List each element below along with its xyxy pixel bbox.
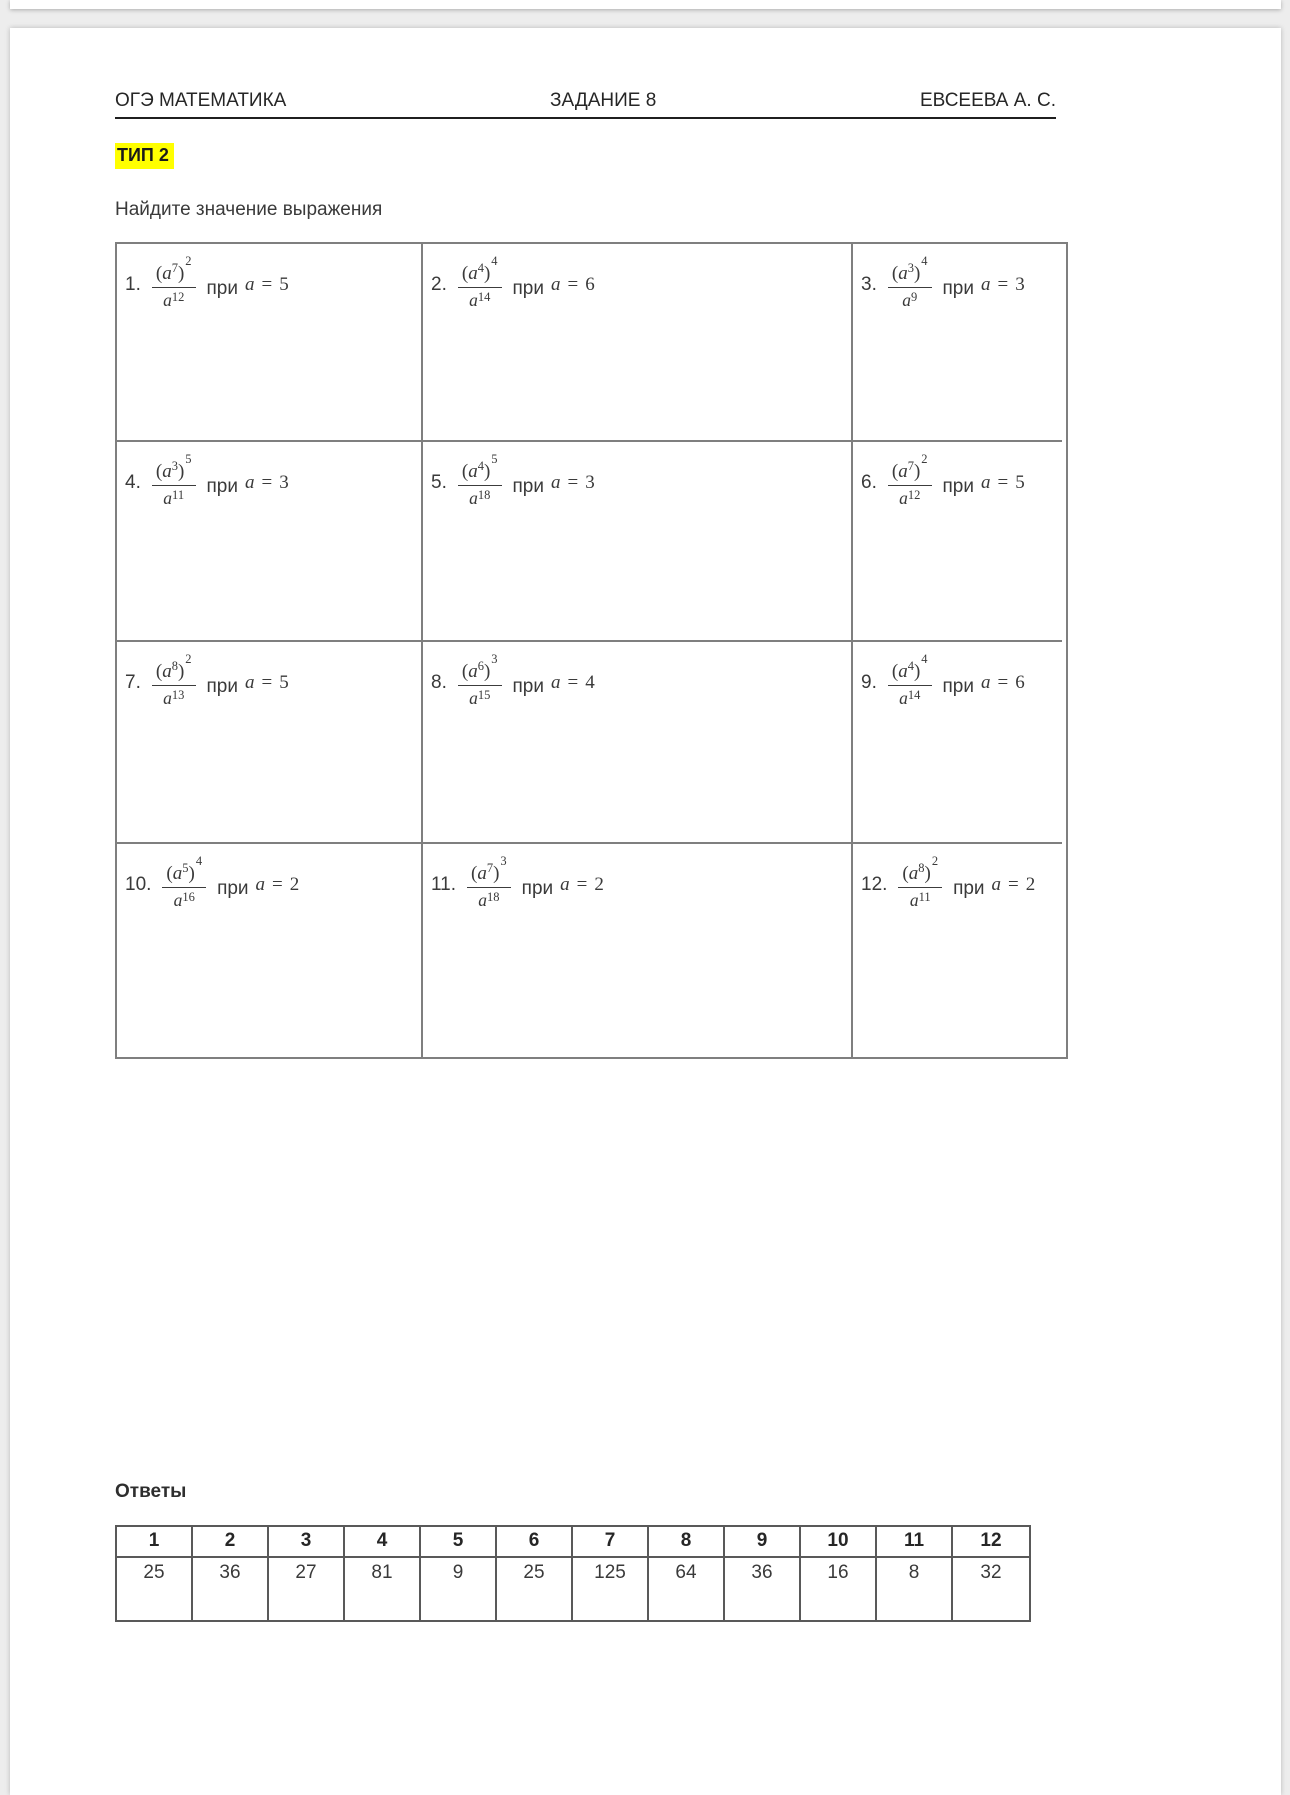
problem-number: 9. (861, 671, 877, 693)
fraction-denominator (910, 890, 931, 911)
fraction-denominator (469, 688, 490, 709)
left-paren: ( (902, 863, 909, 884)
base-variable: a (898, 263, 908, 284)
document-page (10, 28, 1281, 1795)
answer-value: 8 (908, 1562, 920, 1583)
fraction-numerator (888, 648, 932, 686)
left-paren: ( (166, 863, 173, 884)
denominator-exponent: 9 (910, 290, 918, 304)
answers-column (421, 1527, 497, 1620)
answers-title: Ответы (115, 1481, 187, 1502)
base-variable: a (469, 488, 478, 508)
problem-line (117, 244, 421, 311)
inner-exponent: 4 (477, 459, 484, 473)
condition-text (953, 873, 1036, 899)
condition-word: при (953, 877, 985, 899)
outer-exponent: 3 (500, 854, 507, 868)
equals-sign: = (997, 471, 1009, 493)
answers-column (953, 1527, 1029, 1620)
answer-value: 9 (452, 1562, 464, 1583)
condition-word: при (512, 475, 544, 497)
answer-value: 16 (827, 1562, 849, 1583)
problem-cell (423, 442, 853, 642)
outer-exponent: 4 (195, 854, 203, 868)
base-variable: a (899, 488, 908, 508)
problem-number: 10. (125, 873, 152, 895)
denominator-exponent: 18 (486, 890, 500, 904)
outer-exponent: 2 (931, 854, 939, 868)
right-paren: ) (177, 461, 185, 482)
fraction (152, 250, 196, 311)
problem-number: 11. (431, 873, 457, 895)
denominator-exponent: 14 (477, 290, 491, 304)
answer-number-header: 4 (345, 1527, 419, 1558)
instruction-text: Найдите значение выражения (115, 199, 383, 220)
fraction-numerator (888, 250, 932, 288)
problem-cell (423, 244, 853, 442)
left-paren: ( (891, 263, 899, 284)
condition-value: 6 (585, 273, 595, 295)
problem-line (853, 642, 1062, 709)
problem-number: 12. (861, 873, 888, 895)
condition-word: при (206, 675, 238, 697)
denominator-exponent: 18 (477, 488, 491, 502)
base-variable: a (899, 688, 908, 708)
inner-exponent: 4 (477, 261, 484, 275)
condition-value: 2 (1025, 873, 1036, 895)
problem-number: 8. (431, 671, 447, 693)
problem-cell (853, 844, 1062, 1057)
answers-column (193, 1527, 269, 1620)
answer-number-header: 12 (953, 1527, 1029, 1558)
inner-exponent: 7 (907, 459, 914, 473)
base-variable: a (908, 863, 919, 884)
equals-sign: = (567, 273, 579, 295)
fraction (152, 648, 196, 709)
right-paren: ) (913, 461, 921, 482)
base-variable: a (477, 863, 487, 884)
fraction-numerator (458, 448, 502, 486)
condition-variable: a (980, 273, 991, 295)
condition-variable: a (991, 873, 1002, 895)
condition-variable: a (550, 273, 561, 295)
problem-number: 6. (861, 471, 877, 493)
right-paren: ) (913, 263, 921, 284)
answers-column (117, 1527, 193, 1620)
condition-value: 5 (279, 671, 289, 693)
problem-number: 5. (431, 471, 447, 493)
fraction (898, 850, 942, 911)
condition-text (942, 273, 1025, 299)
condition-value: 2 (289, 873, 300, 895)
fraction-numerator (467, 850, 511, 888)
fraction-denominator (174, 890, 195, 911)
answers-column (269, 1527, 345, 1620)
base-variable: a (469, 290, 478, 310)
condition-word: при (521, 877, 554, 899)
problem-line (423, 442, 851, 509)
right-paren: ) (188, 863, 195, 884)
base-variable: a (468, 263, 478, 284)
equals-sign: = (567, 471, 579, 493)
outer-exponent: 2 (921, 452, 928, 466)
fraction-numerator (888, 448, 932, 486)
problem-line (423, 844, 851, 911)
header-left-text: ОГЭ МАТЕМАТИКА (115, 90, 287, 111)
left-paren: ( (461, 661, 469, 682)
outer-exponent: 4 (921, 652, 928, 666)
right-paren: ) (483, 461, 491, 482)
answer-value: 81 (371, 1562, 393, 1583)
problem-line (853, 844, 1062, 911)
condition-word: при (512, 277, 544, 299)
base-variable: a (469, 688, 478, 708)
left-paren: ( (461, 461, 469, 482)
answer-value: 25 (143, 1562, 165, 1583)
fraction-denominator (163, 688, 184, 709)
left-paren: ( (461, 263, 469, 284)
condition-text (521, 873, 604, 899)
base-variable: a (468, 661, 478, 682)
base-variable: a (172, 863, 183, 884)
header-right-text: ЕВСЕЕВА А. С. (919, 90, 1056, 111)
equals-sign: = (1008, 873, 1019, 895)
denominator-exponent: 12 (907, 488, 921, 502)
condition-word: при (942, 675, 974, 697)
base-variable: a (163, 688, 172, 708)
problem-number: 4. (125, 471, 141, 493)
outer-exponent: 2 (185, 254, 192, 268)
condition-value: 3 (279, 471, 289, 493)
outer-exponent: 3 (491, 652, 498, 666)
fraction (458, 648, 502, 709)
answer-value: 25 (523, 1562, 545, 1583)
answer-value: 27 (295, 1562, 317, 1583)
answers-column (877, 1527, 953, 1620)
condition-variable: a (560, 873, 570, 895)
inner-exponent: 4 (907, 659, 914, 673)
condition-variable: a (980, 471, 991, 493)
fraction-denominator (478, 890, 499, 911)
right-paren: ) (177, 661, 185, 682)
condition-text (206, 273, 289, 299)
problem-number: 1. (125, 273, 141, 295)
equals-sign: = (997, 671, 1009, 693)
fraction (888, 448, 932, 509)
fraction-numerator (152, 448, 196, 486)
inner-exponent: 8 (918, 861, 925, 875)
answers-column (801, 1527, 877, 1620)
condition-value: 4 (585, 671, 595, 693)
left-paren: ( (155, 661, 163, 682)
condition-text (512, 273, 595, 299)
answer-number-header: 3 (269, 1527, 343, 1558)
left-paren: ( (155, 461, 163, 482)
fraction-denominator (899, 688, 920, 709)
outer-exponent: 5 (491, 452, 498, 466)
base-variable: a (902, 290, 911, 310)
condition-value: 2 (594, 873, 604, 895)
base-variable: a (468, 461, 478, 482)
condition-variable: a (550, 671, 561, 693)
condition-word: при (942, 475, 974, 497)
equals-sign: = (261, 273, 273, 295)
equals-sign: = (576, 873, 588, 895)
answer-value: 64 (675, 1562, 697, 1583)
condition-value: 5 (279, 273, 289, 295)
base-variable: a (898, 661, 908, 682)
fraction-numerator (152, 250, 196, 288)
answers-column (497, 1527, 573, 1620)
problem-cell (853, 244, 1062, 442)
answer-value: 36 (751, 1562, 773, 1583)
fraction (888, 648, 932, 709)
condition-word: при (512, 675, 544, 697)
base-variable: a (163, 488, 173, 508)
base-variable: a (898, 461, 908, 482)
equals-sign: = (272, 873, 283, 895)
fraction-denominator (163, 488, 184, 509)
equals-sign: = (261, 471, 273, 493)
inner-exponent: 3 (907, 261, 914, 275)
fraction (467, 850, 511, 911)
condition-value: 6 (1015, 671, 1025, 693)
type-label-highlight: ТИП 2 (115, 143, 174, 169)
problem-line (117, 642, 421, 709)
answer-number-header: 8 (649, 1527, 723, 1558)
base-variable: a (162, 263, 172, 284)
condition-word: при (942, 277, 974, 299)
problem-cell (853, 442, 1062, 642)
problem-cell (117, 442, 423, 642)
answers-column (345, 1527, 421, 1620)
answer-value: 36 (219, 1562, 241, 1583)
fraction-numerator (152, 648, 196, 686)
condition-word: при (206, 475, 238, 497)
problem-line (117, 442, 421, 509)
fraction (458, 250, 502, 311)
denominator-exponent: 13 (171, 688, 185, 702)
outer-exponent: 2 (185, 652, 192, 666)
fraction (888, 250, 932, 311)
answers-column (573, 1527, 649, 1620)
condition-word: при (217, 877, 249, 899)
problem-line (853, 442, 1062, 509)
problem-cell (117, 244, 423, 442)
right-paren: ) (913, 661, 921, 682)
fraction-numerator (162, 850, 206, 888)
fraction-denominator (899, 488, 920, 509)
problem-line (423, 244, 851, 311)
inner-exponent: 7 (486, 861, 494, 875)
problem-cell (117, 642, 423, 844)
inner-exponent: 3 (171, 459, 178, 473)
answer-number-header: 9 (725, 1527, 799, 1558)
previous-page-edge (10, 0, 1281, 9)
denominator-exponent: 14 (907, 688, 921, 702)
right-paren: ) (483, 661, 491, 682)
condition-value: 5 (1015, 471, 1025, 493)
answer-value: 125 (594, 1562, 626, 1583)
answers-column (725, 1527, 801, 1620)
problem-number: 3. (861, 273, 877, 295)
right-paren: ) (493, 863, 500, 884)
denominator-exponent: 11 (172, 488, 185, 502)
problems-table (115, 242, 1068, 1059)
denominator-exponent: 12 (171, 290, 185, 304)
condition-value: 3 (1015, 273, 1025, 295)
condition-text (206, 671, 289, 697)
right-paren: ) (924, 863, 931, 884)
condition-variable: a (244, 471, 255, 493)
fraction-numerator (458, 250, 502, 288)
answer-number-header: 11 (877, 1527, 951, 1558)
inner-exponent: 6 (477, 659, 484, 673)
outer-exponent: 5 (185, 452, 192, 466)
condition-text (217, 873, 300, 899)
fraction (458, 448, 502, 509)
right-paren: ) (177, 263, 185, 284)
left-paren: ( (471, 863, 478, 884)
problem-line (423, 642, 851, 709)
fraction-denominator (163, 290, 184, 311)
condition-text (512, 471, 595, 497)
condition-variable: a (244, 273, 255, 295)
answers-table (115, 1525, 1031, 1622)
condition-variable: a (244, 671, 255, 693)
base-variable: a (478, 890, 487, 910)
answer-value: 32 (980, 1562, 1002, 1583)
condition-text (512, 671, 595, 697)
problem-cell (853, 642, 1062, 844)
base-variable: a (173, 890, 183, 910)
answer-number-header: 7 (573, 1527, 647, 1558)
fraction-denominator (469, 488, 490, 509)
fraction-denominator (469, 290, 490, 311)
inner-exponent: 5 (182, 861, 189, 875)
answer-number-header: 6 (497, 1527, 571, 1558)
problem-line (853, 244, 1062, 311)
condition-word: при (206, 277, 238, 299)
fraction (162, 850, 206, 911)
condition-text (942, 471, 1025, 497)
base-variable: a (163, 290, 172, 310)
left-paren: ( (155, 263, 163, 284)
equals-sign: = (261, 671, 273, 693)
problem-number: 7. (125, 671, 141, 693)
problem-line (117, 844, 421, 911)
right-paren: ) (483, 263, 491, 284)
denominator-exponent: 15 (477, 688, 491, 702)
problem-cell (423, 844, 853, 1057)
base-variable: a (162, 461, 172, 482)
condition-value: 3 (585, 471, 595, 493)
answer-number-header: 10 (801, 1527, 875, 1558)
inner-exponent: 8 (171, 659, 178, 673)
answers-column (649, 1527, 725, 1620)
equals-sign: = (997, 273, 1009, 295)
fraction-denominator (902, 290, 917, 311)
problem-number: 2. (431, 273, 447, 295)
denominator-exponent: 16 (182, 890, 195, 904)
fraction (152, 448, 196, 509)
condition-text (206, 471, 289, 497)
base-variable: a (909, 890, 919, 910)
equals-sign: = (567, 671, 579, 693)
condition-variable: a (550, 471, 561, 493)
condition-text (942, 671, 1025, 697)
left-paren: ( (891, 661, 899, 682)
answer-number-header: 1 (117, 1527, 191, 1558)
condition-variable: a (980, 671, 991, 693)
outer-exponent: 4 (491, 254, 498, 268)
problem-cell (423, 642, 853, 844)
fraction-numerator (458, 648, 502, 686)
fraction-numerator (898, 850, 942, 888)
problem-cell (117, 844, 423, 1057)
answer-number-header: 2 (193, 1527, 267, 1558)
base-variable: a (162, 661, 172, 682)
condition-variable: a (255, 873, 266, 895)
left-paren: ( (891, 461, 899, 482)
outer-exponent: 4 (921, 254, 928, 268)
header-center-text: ЗАДАНИЕ 8 (550, 90, 657, 111)
answer-number-header: 5 (421, 1527, 495, 1558)
document-header (115, 90, 1056, 119)
inner-exponent: 7 (171, 261, 178, 275)
denominator-exponent: 11 (918, 890, 931, 904)
